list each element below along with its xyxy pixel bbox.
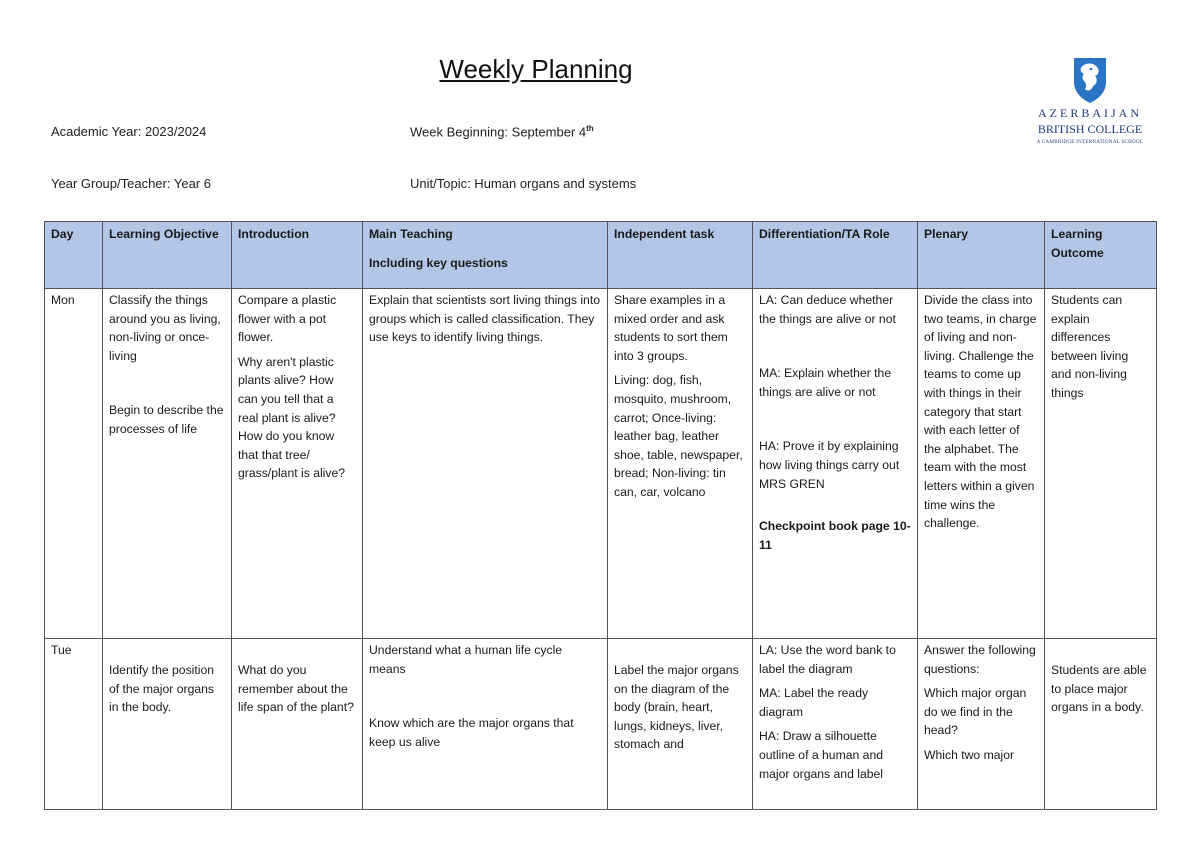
checkpoint-reference: Checkpoint book page 10-11	[759, 519, 911, 552]
logo-line-2: BRITISH COLLEGE	[1037, 122, 1143, 136]
week-beginning	[410, 124, 594, 139]
cell-text: MA: Label the ready diagram	[759, 686, 869, 719]
weekly-plan-table	[44, 221, 1157, 810]
week-beginning-text: Week Beginning: September 4	[410, 124, 587, 140]
cell-text: HA: Prove it by explaining how living things carry out MRS GREN	[759, 439, 900, 491]
logo-line-3: A CAMBRIDGE INTERNATIONAL SCHOOL	[1036, 140, 1144, 145]
day-cell: Tue	[45, 639, 103, 810]
cell-text: Begin to describe the processes of life	[109, 403, 224, 436]
cell-text: Know which are the major organs that keep us alive	[369, 716, 574, 749]
col-header-main-teaching	[363, 222, 608, 289]
cell-text: Identify the position of the major organs in the body.	[109, 663, 215, 715]
academic-year: Academic Year: 2023/2024	[51, 124, 207, 139]
cell-text: Label the major organs on the diagram of the body (brain, heart, lungs, kidneys, liver, stomach and	[614, 663, 739, 752]
col-header-plenary: Plenary	[918, 222, 1045, 289]
cell-text: What do you remember about the life span of the plant?	[238, 663, 354, 715]
objective-cell	[103, 639, 232, 810]
page-title: Weekly Planning	[439, 54, 633, 84]
col-header-objective: Learning Objective	[103, 222, 232, 289]
cell-text: Students are able to place major organs in a body.	[1051, 663, 1147, 715]
main-teaching-cell	[363, 289, 608, 639]
col-header-independent: Independent task	[608, 222, 753, 289]
introduction-cell	[232, 639, 363, 810]
independent-cell	[608, 289, 753, 639]
cell-text: Share examples in a mixed order and ask students to sort them into 3 groups.	[614, 293, 728, 363]
cell-text: Which two major	[924, 747, 1015, 762]
cell-text: Which major organ do we find in the head?	[924, 686, 1027, 738]
table-row	[45, 639, 1157, 810]
plenary-cell	[918, 289, 1045, 639]
cell-text: Living: dog, fish, mosquito, mushroom, carrot; Once-living: leather bag, leather shoe, table, newspaper, bread; Non-living: tin can, car, volcano	[614, 373, 743, 499]
logo-line-1: AZERBAIJAN	[1038, 106, 1142, 120]
main-teaching-label: Main Teaching	[369, 227, 453, 241]
cell-text: MA: Explain whether the things are alive or not	[759, 366, 892, 399]
cell-text: Students can explain differences between living and non-living things	[1051, 293, 1129, 400]
school-crest-icon	[1070, 54, 1110, 104]
cell-text: Why aren't plastic plants alive? How can you tell that a real plant is alive? How do you know that that tree/ grass/plant is alive?	[238, 354, 346, 481]
main-teaching-sublabel: Including key questions	[369, 255, 508, 270]
unit-topic: Unit/Topic: Human organs and systems	[410, 176, 637, 191]
cell-text: LA: Can deduce whether the things are alive or not	[759, 293, 896, 326]
col-header-differentiation: Differentiation/TA Role	[753, 222, 918, 289]
differentiation-cell	[753, 639, 918, 810]
outcome-cell	[1045, 639, 1157, 810]
col-header-day: Day	[45, 222, 103, 289]
cell-text: Classify the things around you as living, non-living or once-living	[109, 293, 221, 363]
differentiation-cell	[753, 289, 918, 639]
cell-text: HA: Draw a silhouette outline of a human and major organs and label	[759, 729, 883, 781]
introduction-cell	[232, 289, 363, 639]
outcome-cell	[1045, 289, 1157, 639]
plenary-cell	[918, 639, 1045, 810]
day-cell: Mon	[45, 289, 103, 639]
independent-cell	[608, 639, 753, 810]
cell-text: Understand what a human life cycle means	[369, 643, 563, 676]
col-header-outcome: Learning Outcome	[1045, 222, 1157, 289]
school-logo	[1025, 54, 1155, 145]
main-teaching-cell	[363, 639, 608, 810]
col-header-introduction: Introduction	[232, 222, 363, 289]
cell-text: LA: Use the word bank to label the diagram	[759, 643, 896, 676]
cell-text: Answer the following questions:	[924, 643, 1036, 676]
cell-text: Compare a plastic flower with a pot flower.	[238, 293, 337, 345]
table-header-row	[45, 222, 1157, 289]
year-group: Year Group/Teacher: Year 6	[51, 176, 211, 191]
objective-cell	[103, 289, 232, 639]
cell-text: Explain that scientists sort living things into groups which is called classification. They use keys to identify living things.	[369, 293, 600, 345]
table-row	[45, 289, 1157, 639]
week-beginning-suffix: th	[586, 124, 594, 133]
cell-text: Divide the class into two teams, in charge of living and non-living. Challenge the teams to come up with things in their category that start with each letter of the alphabet. The team with the most letters within a given time wins the challenge.	[924, 293, 1037, 531]
